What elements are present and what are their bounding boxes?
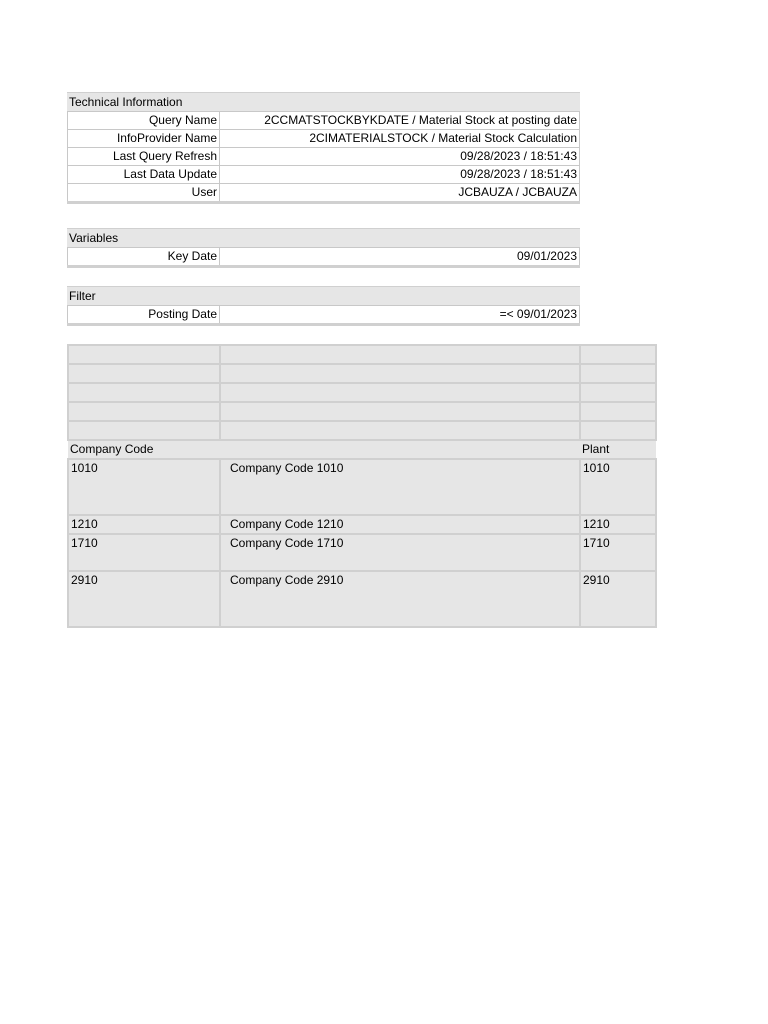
empty-cell xyxy=(220,345,580,364)
company-code-table xyxy=(67,344,657,628)
empty-cell xyxy=(580,345,656,364)
filter-title: Filter xyxy=(67,286,580,305)
query-name-value: 2CCMATSTOCKBYKDATE / Material Stock at posting date xyxy=(220,112,580,130)
empty-header-row xyxy=(68,345,656,364)
empty-header-row xyxy=(68,364,656,383)
empty-cell xyxy=(580,402,656,421)
empty-header-row xyxy=(68,402,656,421)
plant-cell: 1710 xyxy=(580,534,656,571)
table-row xyxy=(68,515,656,534)
empty-cell xyxy=(220,421,580,440)
key-date-value: 09/01/2023 xyxy=(220,248,580,267)
posting-date-label: Posting Date xyxy=(68,306,220,325)
empty-cell xyxy=(580,364,656,383)
last-query-refresh-label: Last Query Refresh xyxy=(68,148,220,166)
technical-information-table xyxy=(67,111,580,204)
empty-cell xyxy=(220,402,580,421)
last-query-refresh-value: 09/28/2023 / 18:51:43 xyxy=(220,148,580,166)
empty-cell xyxy=(68,345,220,364)
company-code-cell: 1210 xyxy=(68,515,220,534)
last-data-update-label: Last Data Update xyxy=(68,166,220,184)
empty-cell xyxy=(68,421,220,440)
query-name-label: Query Name xyxy=(68,112,220,130)
company-code-cell: 2910 xyxy=(68,571,220,627)
variables-table xyxy=(67,247,580,268)
empty-header-row xyxy=(68,383,656,402)
table-row xyxy=(68,130,580,148)
company-code-header: Company Code xyxy=(68,440,580,459)
company-code-description-cell: Company Code 2910 xyxy=(220,571,580,627)
infoprovider-name-label: InfoProvider Name xyxy=(68,130,220,148)
empty-cell xyxy=(220,383,580,402)
posting-date-value: =< 09/01/2023 xyxy=(220,306,580,325)
empty-cell xyxy=(68,364,220,383)
plant-cell: 1210 xyxy=(580,515,656,534)
empty-cell xyxy=(68,383,220,402)
technical-information-section xyxy=(67,92,580,204)
table-row xyxy=(68,306,580,325)
company-code-grid xyxy=(67,344,655,628)
table-row xyxy=(68,148,580,166)
user-value: JCBAUZA / JCBAUZA xyxy=(220,184,580,203)
company-code-description-cell: Company Code 1710 xyxy=(220,534,580,571)
empty-cell xyxy=(68,402,220,421)
table-row xyxy=(68,571,656,627)
column-header-row xyxy=(68,440,656,459)
empty-cell xyxy=(580,421,656,440)
plant-cell: 2910 xyxy=(580,571,656,627)
company-code-cell: 1010 xyxy=(68,459,220,515)
company-code-cell: 1710 xyxy=(68,534,220,571)
last-data-update-value: 09/28/2023 / 18:51:43 xyxy=(220,166,580,184)
plant-cell: 1010 xyxy=(580,459,656,515)
plant-header: Plant xyxy=(580,440,656,459)
user-label: User xyxy=(68,184,220,203)
table-row xyxy=(68,184,580,203)
empty-cell xyxy=(220,364,580,383)
technical-information-title: Technical Information xyxy=(67,92,580,111)
key-date-label: Key Date xyxy=(68,248,220,267)
filter-section xyxy=(67,286,580,326)
company-code-description-cell: Company Code 1010 xyxy=(220,459,580,515)
variables-section xyxy=(67,228,580,268)
table-row xyxy=(68,248,580,267)
table-row xyxy=(68,459,656,515)
infoprovider-name-value: 2CIMATERIALSTOCK / Material Stock Calculation xyxy=(220,130,580,148)
filter-table xyxy=(67,305,580,326)
empty-cell xyxy=(580,383,656,402)
table-row xyxy=(68,166,580,184)
empty-header-row xyxy=(68,421,656,440)
variables-title: Variables xyxy=(67,228,580,247)
table-row xyxy=(68,112,580,130)
table-row xyxy=(68,534,656,571)
company-code-description-cell: Company Code 1210 xyxy=(220,515,580,534)
